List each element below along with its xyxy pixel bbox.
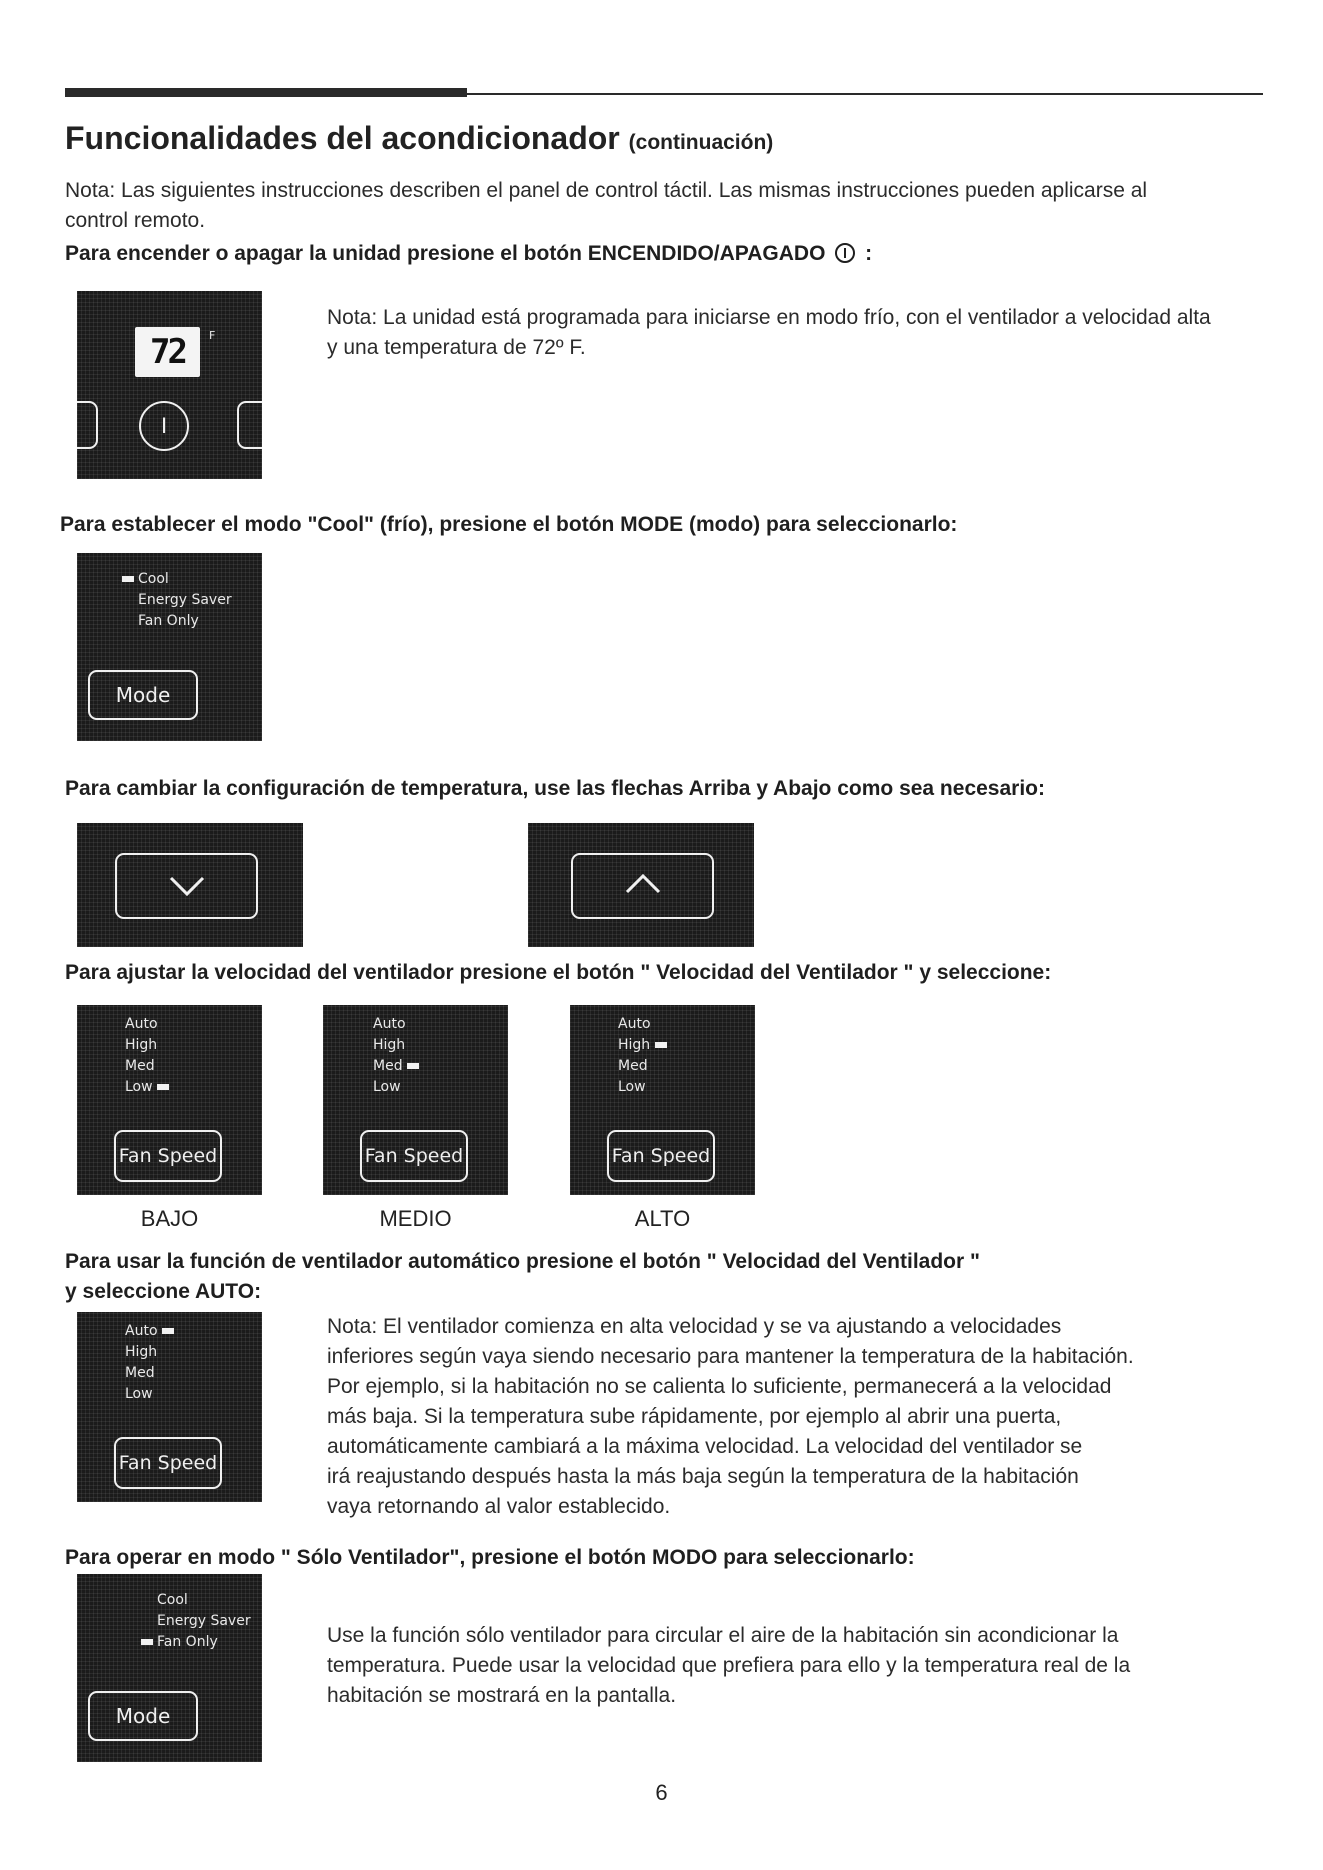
speed-option-auto: Auto (373, 1016, 406, 1032)
intro-note: Nota: Las siguientes instrucciones describen el panel de control táctil. Las mismas instrucciones pueden aplicarse al control remoto. (65, 179, 1148, 232)
power-button-symbol: I (160, 413, 168, 438)
mode-option-energy-saver: Energy Saver (157, 1613, 251, 1629)
temperature-value: 72 (150, 332, 185, 372)
caption-med: MEDIO (379, 1206, 452, 1231)
speed-option-low: Low (125, 1077, 169, 1098)
power-heading (65, 239, 872, 269)
mode-selected-indicator (122, 576, 134, 582)
power-heading-colon: : (865, 242, 873, 265)
chevron-down-icon (167, 874, 207, 898)
fan-speed-button[interactable]: Fan Speed (114, 1130, 222, 1182)
fan-speed-list (125, 1321, 174, 1405)
fan-only-mode-panel-image (77, 1574, 262, 1762)
power-heading-text: Para encender o apagar la unidad presione el botón ENCENDIDO/APAGADO (65, 242, 826, 265)
speed-option-med: Med (373, 1056, 419, 1077)
caption-high: ALTO (634, 1206, 691, 1231)
fan-speed-button[interactable]: Fan Speed (360, 1130, 468, 1182)
speed-option-med: Med (618, 1058, 648, 1074)
fan-speed-panel-auto (77, 1312, 262, 1502)
speed-option-low: Low (373, 1079, 401, 1095)
down-arrow-panel-image (77, 823, 303, 947)
mode-option-cool: Cool (157, 1592, 188, 1608)
speed-option-med: Med (125, 1058, 155, 1074)
mode-option-energy-saver: Energy Saver (138, 592, 232, 608)
fan-speed-panel-high (570, 1005, 755, 1195)
fan-speed-panel-med (323, 1005, 508, 1195)
mode-button[interactable]: Mode (88, 1691, 198, 1741)
speed-option-auto: Auto (125, 1321, 174, 1342)
speed-option-high: High (373, 1037, 406, 1053)
mode-button[interactable]: Mode (88, 670, 198, 720)
right-button-edge (237, 401, 262, 449)
fan-speed-button[interactable]: Fan Speed (114, 1437, 222, 1489)
page-title (65, 120, 773, 157)
cool-mode-panel-image (77, 553, 262, 741)
temperature-display (135, 327, 200, 377)
cool-heading: Para establecer el modo "Cool" (frío), presione el botón MODE (modo) para seleccionarlo: (60, 513, 958, 536)
speed-option-high: High (125, 1344, 158, 1360)
speed-selected-indicator (655, 1042, 667, 1048)
fan-speed-panel-low (77, 1005, 262, 1195)
mode-option-cool: Cool (138, 569, 232, 590)
fan-speed-heading: Para ajustar la velocidad del ventilador presione el botón " Velocidad del Ventilador " y seleccione: (65, 961, 1052, 984)
speed-option-med: Med (125, 1365, 155, 1381)
power-note: Nota: La unidad está programada para iniciarse en modo frío, con el ventilador a velocidad alta y una temperatura de 72º F. (327, 306, 1211, 359)
page-title-suffix: (continuación) (628, 131, 774, 154)
mode-list (157, 1590, 251, 1653)
up-arrow-button[interactable] (571, 853, 714, 919)
speed-option-low: Low (618, 1079, 646, 1095)
speed-selected-indicator (407, 1063, 419, 1069)
page-title-main: Funcionalidades del acondicionador (65, 120, 620, 156)
header-rule-thick (65, 88, 467, 97)
temperature-unit: F (209, 329, 216, 342)
caption-low: BAJO (140, 1206, 199, 1231)
fan-speed-list (618, 1014, 667, 1098)
auto-heading-line1: Para usar la función de ventilador automático presione el botón " Velocidad del Ventilador " (65, 1250, 980, 1273)
speed-option-auto: Auto (125, 1016, 158, 1032)
mode-option-fan-only: Fan Only (157, 1632, 251, 1653)
left-button-edge (77, 401, 98, 449)
up-arrow-panel-image (528, 823, 754, 947)
speed-option-high: High (618, 1035, 667, 1056)
fan-speed-list (373, 1014, 419, 1098)
fan-speed-list (125, 1014, 169, 1098)
speed-option-auto: Auto (618, 1016, 651, 1032)
auto-heading-line2: y seleccione AUTO: (65, 1280, 262, 1303)
mode-selected-indicator (141, 1639, 153, 1645)
fan-speed-button[interactable]: Fan Speed (607, 1130, 715, 1182)
mode-option-fan-only: Fan Only (138, 613, 199, 629)
speed-selected-indicator (157, 1084, 169, 1090)
page-number: 6 (655, 1780, 668, 1805)
power-button[interactable] (139, 401, 189, 451)
speed-option-high: High (125, 1037, 158, 1053)
auto-note: Nota: El ventilador comienza en alta velocidad y se va ajustando a velocidades inferiores según vaya siendo necesario para mantener la temperatura de la habitación. Por ejemplo, si la habitación no se calienta lo suficiente, permanecerá a la velocidad más baja. Si la temperatura sube rápidamente, por ejemplo al abrir una puerta, automáticamente cambiará a la máxima velocidad. La velocidad del ventilador se irá reajustando después hasta la más baja según la temperatura de la habitación vaya retornando al valor establecido. (327, 1315, 1134, 1518)
mode-list (138, 569, 232, 632)
down-arrow-button[interactable] (115, 853, 258, 919)
speed-option-low: Low (125, 1386, 153, 1402)
power-panel-image (77, 291, 262, 479)
temperature-heading: Para cambiar la configuración de temperatura, use las flechas Arriba y Abajo como sea necesario: (65, 777, 1045, 800)
fan-only-note: Use la función sólo ventilador para circular el aire de la habitación sin acondicionar la temperatura. Puede usar la velocidad que prefiera para ello y la temperatura real de la habitación se mostrará en la pantalla. (327, 1624, 1131, 1707)
speed-selected-indicator (162, 1328, 174, 1334)
fan-only-heading: Para operar en modo " Sólo Ventilador", presione el botón MODO para seleccionarlo: (65, 1546, 915, 1569)
power-symbol-icon (835, 243, 855, 263)
header-rule-thin (467, 93, 1263, 95)
chevron-up-icon (623, 872, 663, 896)
